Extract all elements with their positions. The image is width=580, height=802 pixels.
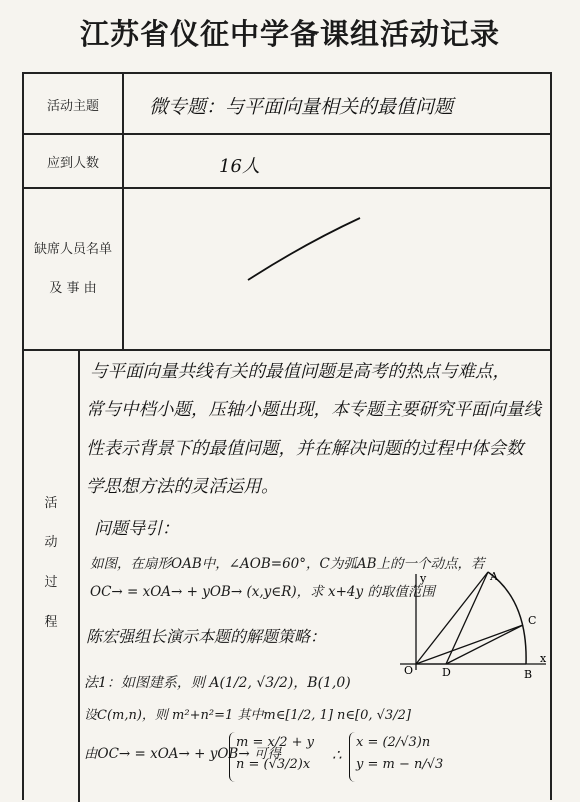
label-d: D — [442, 666, 451, 679]
problem-heading: 问题导引： — [94, 519, 179, 539]
sector-arc — [488, 572, 526, 664]
equation-line: n = (√3/2)x — [236, 757, 311, 772]
equation-line: y = m − n/√3 — [356, 757, 444, 772]
equation-line: m = x/2 + y — [236, 735, 314, 750]
process-paragraph-line: 常与中档小题，压轴小题出现，本专题主要研究平面向量线 — [86, 400, 541, 420]
leader-strategy-line: 陈宏强组长演示本题的解题策略： — [86, 627, 327, 646]
problem-line: OC→ = xOA→ + yOB→ (x,y∈R)，求 x+4y 的取值范围 — [90, 584, 435, 600]
attendance-label: 应到人数 — [46, 156, 99, 171]
solution-line: 由OC→ = xOA→ + yOB→ 可得 — [84, 746, 281, 762]
equation-line: x = (2/√3)n — [356, 735, 431, 750]
solution-line: 法1：如图建系，则 A(1/2, √3/2)，B(1,0) — [84, 675, 351, 691]
topic-value: 微专题：与平面向量相关的最值问题 — [149, 96, 454, 118]
label-a: A — [490, 570, 498, 583]
label-column-divider-lower — [78, 349, 80, 802]
label-y-axis: y — [420, 572, 427, 585]
equation-system-2 — [349, 732, 443, 782]
process-paragraph-line: 与平面向量共线有关的最值问题是高考的热点与难点， — [90, 362, 510, 382]
page-title: 江苏省仪征中学备课组活动记录 — [79, 17, 500, 51]
process-label-char: 动 — [44, 535, 58, 550]
label-x-axis: x — [540, 652, 547, 665]
problem-line: 如图，在扇形OAB中，∠AOB=60°，C为弧AB上的一个动点，若 — [90, 556, 485, 572]
row-divider — [24, 133, 550, 135]
therefore-symbol: ∴ — [332, 746, 342, 764]
label-b: B — [524, 668, 533, 680]
process-paragraph-line: 学思想方法的灵活运用。 — [86, 477, 279, 497]
process-paragraph-line: 性表示背景下的最值问题，并在解决问题的过程中体会数 — [86, 439, 524, 459]
process-label-char: 活 — [44, 496, 58, 511]
solution-line: 设C(m,n)，则 m²+n²=1 其中m∈[1/2, 1] n∈[0, √3/2] — [84, 708, 411, 723]
topic-label: 活动主题 — [46, 99, 99, 114]
label-c: C — [528, 614, 537, 627]
equation-system-1 — [229, 732, 314, 782]
row-divider — [24, 187, 550, 189]
absent-label-line2: 及 事 由 — [49, 281, 97, 296]
record-form — [22, 72, 552, 800]
absent-label-line1: 缺席人员名单 — [33, 242, 112, 257]
attendance-value: 16人 — [219, 156, 260, 177]
row-divider — [24, 349, 550, 351]
process-label-char: 程 — [44, 615, 58, 630]
label-column-divider — [122, 74, 124, 349]
empty-strike-line — [244, 214, 364, 284]
sector-diagram — [378, 570, 550, 680]
process-label-char: 过 — [44, 575, 58, 590]
segment-cd — [446, 625, 523, 664]
label-origin: O — [404, 664, 414, 677]
